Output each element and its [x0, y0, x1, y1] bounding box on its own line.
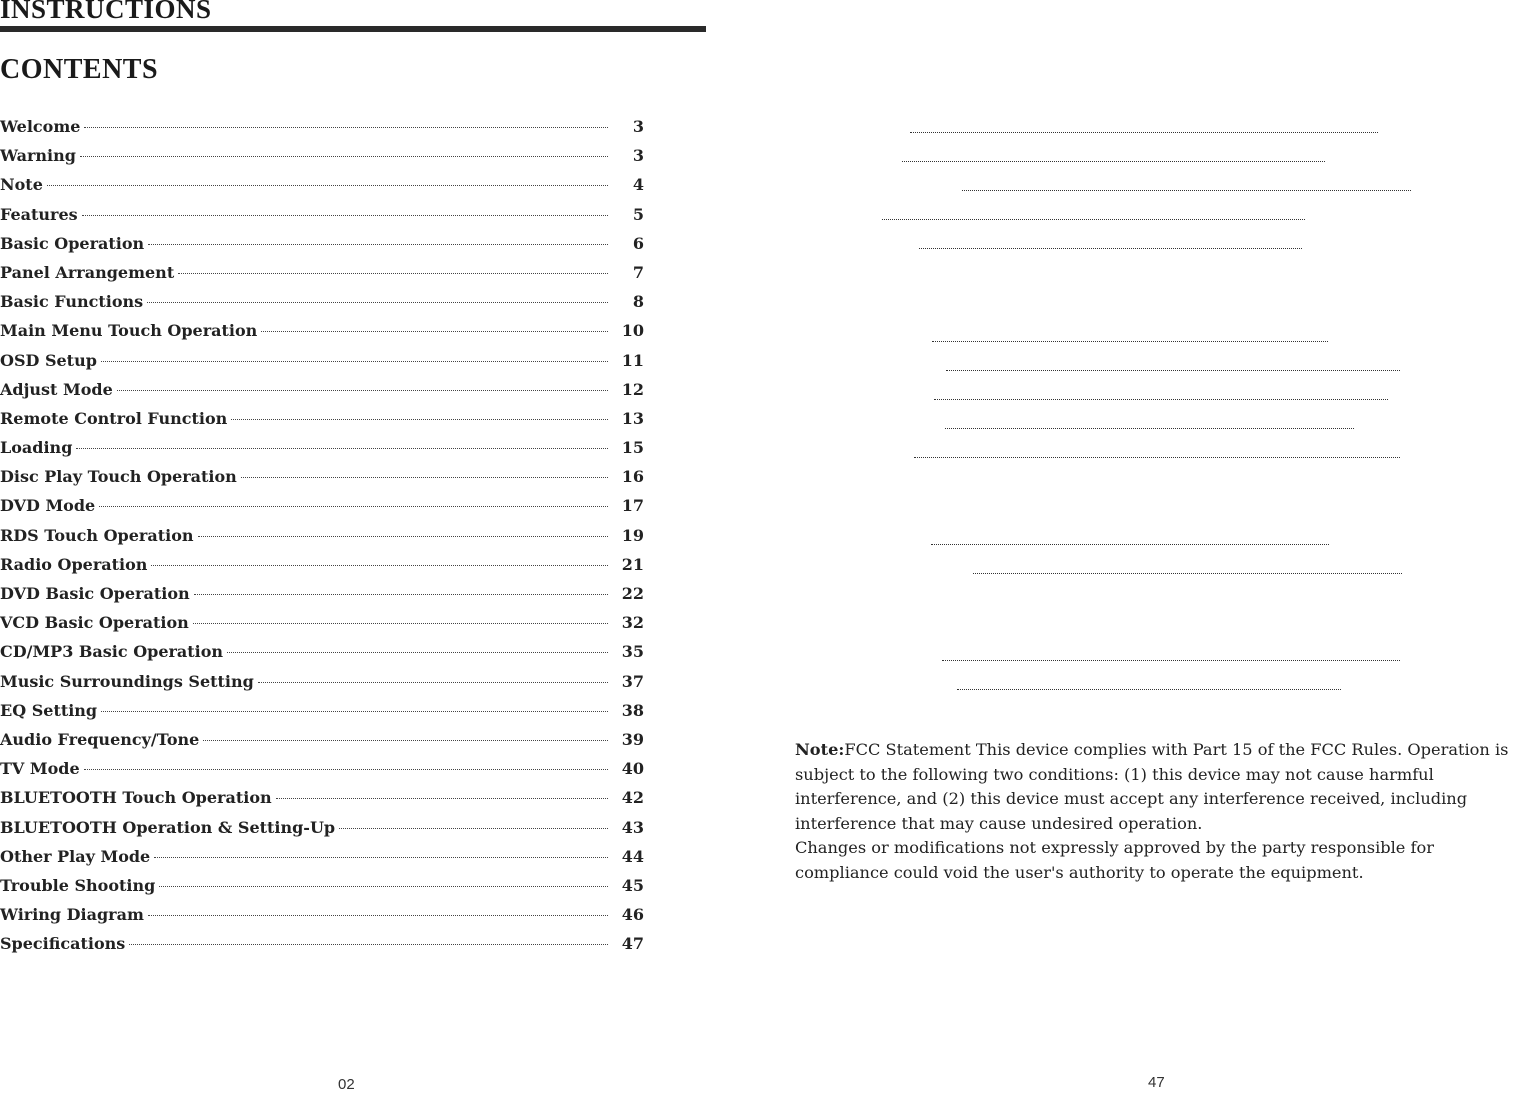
toc-entry-page: 35: [621, 642, 644, 662]
dot-leader: [47, 185, 608, 186]
toc-entry-page: 3: [632, 117, 644, 136]
dot-leader: [148, 244, 608, 245]
dot-leader: [203, 740, 608, 741]
toc-entry-other-play-mode[interactable]: [0, 847, 644, 876]
toc-entry-eq-setting[interactable]: [0, 701, 644, 730]
toc-entry-label: VCD Basic Operation: [0, 613, 189, 633]
dot-leader: [942, 660, 1400, 661]
toc-entry-trouble-shooting[interactable]: [0, 876, 644, 905]
dot-leader: [932, 341, 1328, 342]
dot-leader: [101, 711, 608, 712]
dot-leader: [178, 273, 608, 274]
toc-entry-label: Other Play Mode: [0, 846, 151, 866]
toc-entry-label: DVD Mode: [0, 496, 96, 516]
dot-leader: [117, 390, 608, 391]
dot-leader: [946, 370, 1400, 371]
toc-entry-warning[interactable]: [0, 146, 644, 175]
toc-entry-radio-operation[interactable]: [0, 555, 644, 584]
toc-entry-label: Radio Operation: [0, 554, 148, 574]
toc-entry-page: 11: [621, 350, 644, 370]
toc-entry-panel-arrangement[interactable]: [0, 263, 644, 292]
toc-entry-music-surroundings-setting[interactable]: [0, 672, 644, 701]
toc-entry-label: Note: [0, 175, 43, 195]
toc-entry-basic-functions[interactable]: [0, 292, 644, 321]
toc-entry-page: 15: [621, 438, 644, 458]
toc-entry-page: 7: [632, 262, 644, 282]
toc-entry-label: Disc Play Touch Operation: [0, 467, 237, 487]
toc-entry-loading[interactable]: [0, 438, 644, 467]
toc-entry-welcome[interactable]: [0, 117, 644, 146]
toc-entry-label: Welcome: [0, 117, 81, 136]
fcc-paragraph-1: [795, 738, 1525, 836]
toc-entry-bluetooth-operation-setting-up[interactable]: [0, 818, 644, 847]
toc-entry-page: 46: [621, 905, 644, 925]
toc-entry-label: Panel Arrangement: [0, 262, 175, 282]
toc-entry-cd-mp3-basic-operation[interactable]: [0, 642, 644, 671]
toc-entry-page: 39: [621, 729, 644, 749]
dot-leader: [84, 127, 608, 128]
table-of-contents: [0, 117, 644, 963]
dot-leader: [76, 448, 608, 449]
dot-leader: [129, 944, 608, 945]
dot-leader: [882, 219, 1305, 220]
toc-entry-remote-control-function[interactable]: [0, 409, 644, 438]
left-page-number: 02: [338, 1076, 355, 1093]
dot-leader: [261, 331, 608, 332]
toc-entry-vcd-basic-operation[interactable]: [0, 613, 644, 642]
toc-entry-label: OSD Setup: [0, 350, 97, 370]
dot-leader: [80, 156, 608, 157]
toc-entry-page: 19: [621, 525, 644, 545]
toc-entry-label: Loading: [0, 438, 73, 458]
document-title: INSTRUCTIONS: [0, 0, 212, 24]
dot-leader: [193, 623, 608, 624]
dot-leader: [957, 689, 1341, 690]
dot-leader: [154, 857, 608, 858]
toc-entry-label: RDS Touch Operation: [0, 525, 194, 545]
dot-leader: [101, 361, 608, 362]
toc-entry-wiring-diagram[interactable]: [0, 905, 644, 934]
dot-leader: [962, 190, 1411, 191]
toc-entry-tv-mode[interactable]: [0, 759, 644, 788]
toc-entry-page: 10: [621, 321, 644, 341]
toc-entry-label: Trouble Shooting: [0, 875, 156, 895]
dot-leader: [934, 399, 1388, 400]
fcc-statement: [795, 738, 1525, 885]
toc-entry-page: 21: [621, 554, 644, 574]
toc-entry-page: 45: [621, 875, 644, 895]
dot-leader: [339, 828, 608, 829]
toc-entry-features[interactable]: [0, 205, 644, 234]
header-rule: [0, 26, 706, 32]
toc-entry-adjust-mode[interactable]: [0, 380, 644, 409]
dot-leader: [159, 886, 608, 887]
toc-entry-label: Remote Control Function: [0, 408, 228, 428]
toc-entry-label: BLUETOOTH Operation & Setting-Up: [0, 817, 336, 837]
dot-leader: [241, 477, 608, 478]
right-page-number: 47: [1148, 1074, 1165, 1091]
toc-entry-page: 43: [621, 817, 644, 837]
toc-entry-page: 4: [632, 175, 644, 195]
dot-leader: [84, 769, 608, 770]
dot-leader: [82, 215, 608, 216]
toc-entry-label: Wiring Diagram: [0, 905, 144, 925]
dot-leader: [148, 915, 608, 916]
dot-leader: [227, 652, 608, 653]
toc-entry-label: DVD Basic Operation: [0, 584, 190, 603]
toc-entry-rds-touch-operation[interactable]: [0, 526, 644, 555]
toc-entry-page: 37: [621, 671, 644, 691]
toc-entry-label: Basic Functions: [0, 292, 144, 312]
toc-entry-basic-operation[interactable]: [0, 234, 644, 263]
toc-entry-bluetooth-touch-operation[interactable]: [0, 788, 644, 817]
note-label: Note:: [795, 740, 845, 759]
toc-entry-page: 40: [621, 759, 644, 779]
dot-leader: [276, 798, 608, 799]
toc-entry-page: 5: [632, 204, 644, 224]
dot-leader: [151, 565, 608, 566]
dot-leader: [919, 248, 1302, 249]
dot-leader: [194, 594, 608, 595]
toc-entry-osd-setup[interactable]: [0, 351, 644, 380]
toc-entry-disc-play-touch-operation[interactable]: [0, 467, 644, 496]
dot-leader: [914, 457, 1400, 458]
toc-entry-page: 22: [621, 584, 644, 603]
toc-entry-main-menu-touch-operation[interactable]: [0, 321, 644, 350]
toc-entry-label: Features: [0, 204, 78, 224]
contents-heading: CONTENTS: [0, 54, 159, 85]
toc-entry-label: EQ Setting: [0, 700, 98, 720]
toc-entry-page: 47: [621, 934, 644, 954]
toc-entry-label: TV Mode: [0, 759, 80, 779]
dot-leader: [258, 682, 608, 683]
dot-leader: [973, 573, 1402, 574]
toc-entry-page: 16: [621, 467, 644, 487]
dot-leader: [910, 132, 1378, 133]
dot-leader: [931, 544, 1329, 545]
toc-entry-dvd-basic-operation[interactable]: [0, 584, 644, 613]
toc-entry-specifications[interactable]: [0, 934, 644, 963]
fcc-paragraph-2: Changes or modifications not expressly approved by the party responsible for compliance could void the user's authority to operate the equipment.: [795, 838, 1434, 882]
toc-entry-label: Basic Operation: [0, 233, 145, 253]
toc-entry-label: CD/MP3 Basic Operation: [0, 642, 224, 662]
toc-entry-label: Adjust Mode: [0, 379, 113, 399]
dot-leader: [231, 419, 608, 420]
toc-entry-label: Main Menu Touch Operation: [0, 321, 258, 341]
toc-entry-audio-frequency-tone[interactable]: [0, 730, 644, 759]
toc-entry-label: Specifications: [0, 934, 126, 954]
dot-leader: [902, 161, 1325, 162]
dot-leader: [945, 428, 1354, 429]
toc-entry-page: 32: [621, 613, 644, 633]
toc-entry-label: Music Surroundings Setting: [0, 671, 254, 691]
toc-entry-page: 44: [621, 846, 644, 866]
dot-leader: [99, 506, 608, 507]
toc-entry-page: 13: [621, 408, 644, 428]
toc-entry-page: 38: [621, 700, 644, 720]
dot-leader: [198, 536, 609, 537]
toc-entry-page: 12: [621, 379, 644, 399]
toc-entry-label: Warning: [0, 146, 76, 166]
fcc-paragraph-1-text: FCC Statement This device complies with Part 15 of the FCC Rules. Operation is subject to the following two conditions: (1) this device may not cause harmful interference, and (2) this device must accept any interference received, including interference that may cause undesired operation.: [795, 740, 1509, 833]
toc-entry-dvd-mode[interactable]: [0, 496, 644, 525]
toc-entry-page: 3: [632, 146, 644, 166]
toc-entry-page: 42: [621, 788, 644, 808]
toc-entry-page: 17: [621, 496, 644, 516]
toc-entry-label: Audio Frequency/Tone: [0, 729, 200, 749]
toc-entry-label: BLUETOOTH Touch Operation: [0, 788, 272, 808]
toc-entry-page: 8: [632, 292, 644, 312]
dot-leader: [147, 302, 608, 303]
toc-entry-page: 6: [632, 233, 644, 253]
toc-entry-note[interactable]: [0, 175, 644, 204]
